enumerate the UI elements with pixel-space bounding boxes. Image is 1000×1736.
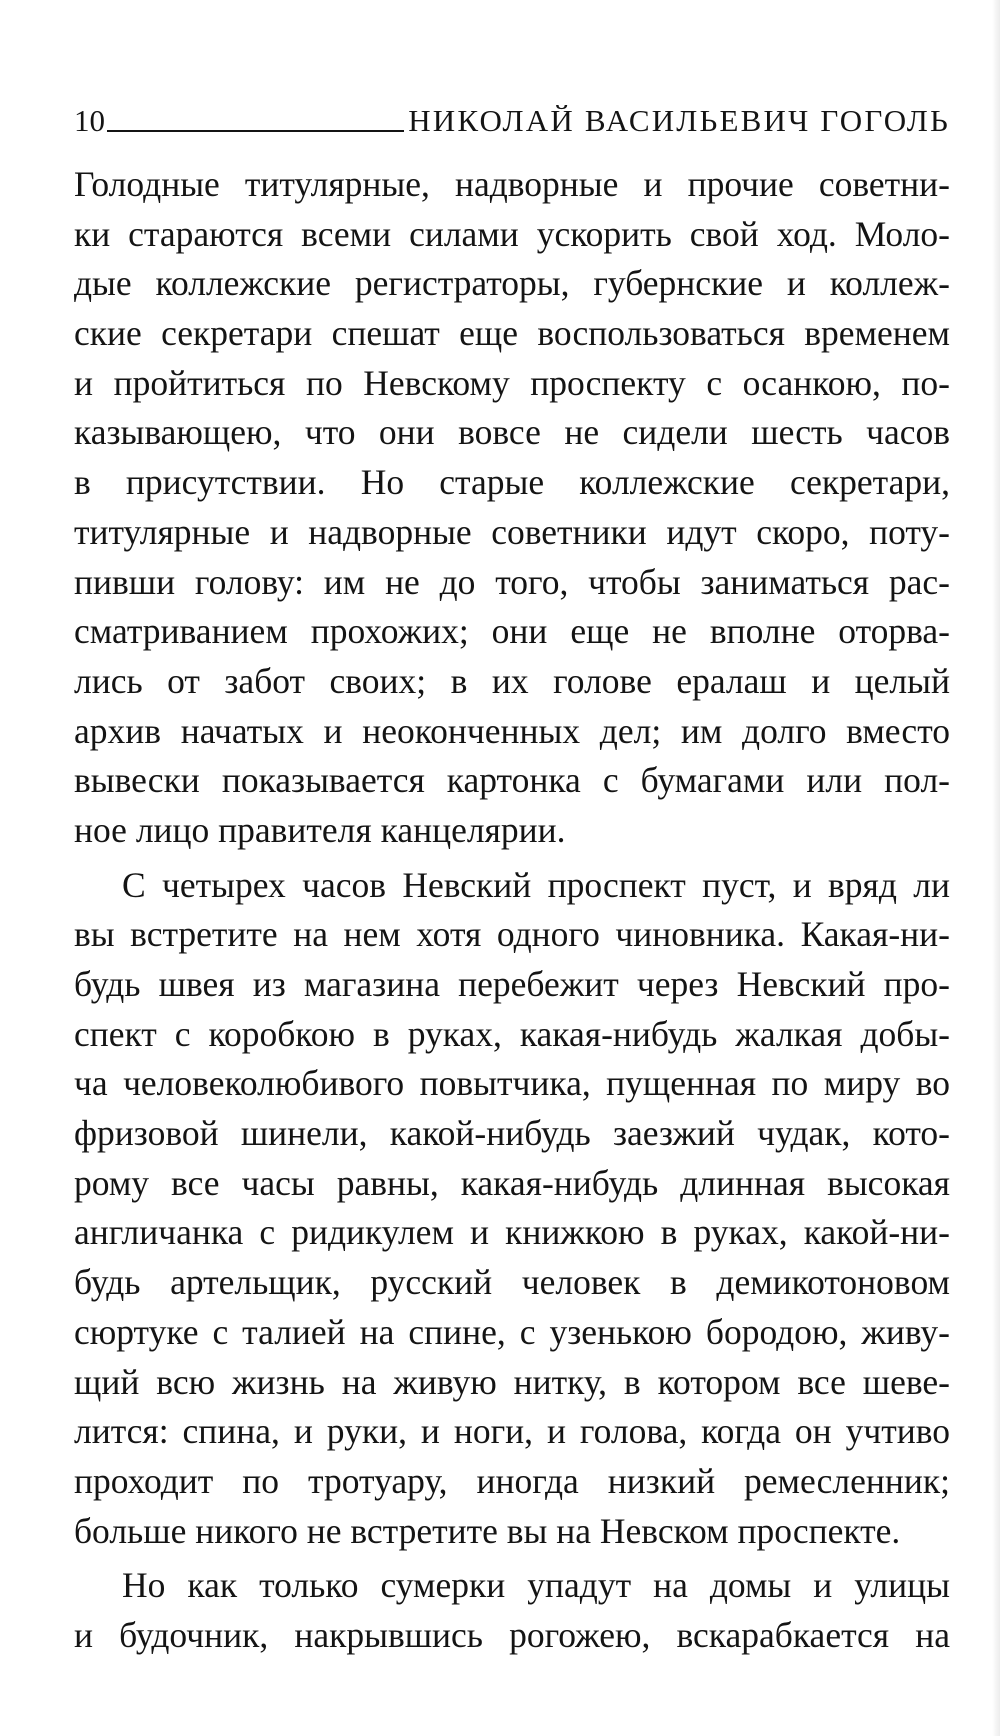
- text-line: пивши голову: им не до того, чтобы заниматься рас-: [74, 561, 950, 602]
- text-line: сматриванием прохожих; они еще не вполне оторва-: [74, 611, 950, 652]
- text-line: казывающею, что они вовсе не сидели шесть часов: [74, 412, 950, 453]
- text-line: спект с коробкою в руках, какая-нибудь жалкая добы-: [74, 1013, 950, 1054]
- text-line: будь артельщик, русский человек в демикотоновом: [74, 1262, 950, 1303]
- text-line: титулярные и надворные советники идут скоро, поту-: [74, 511, 950, 552]
- header-author: НИКОЛАЙ ВАСИЛЬЕВИЧ ГОГОЛЬ: [408, 103, 950, 138]
- text-line: архив начатых и неоконченных дел; им долго вместо: [74, 710, 950, 751]
- text-line: вывески показывается картонка с бумагами или пол-: [74, 760, 950, 801]
- body-text: [74, 160, 950, 1661]
- text-line: проходит по тротуару, иногда низкий ремесленник;: [74, 1460, 950, 1501]
- text-line: ное лицо правителя канцелярии.: [74, 809, 566, 850]
- text-line: больше никого не встретите вы на Невском проспекте.: [74, 1510, 901, 1551]
- text-line: сюртуке с талией на спине, с узенькою бородою, живу-: [74, 1311, 950, 1352]
- page-edge-shadow: [992, 0, 1000, 1736]
- text-line: и пройтиться по Невскому проспекту с осанкою, по-: [74, 362, 950, 403]
- text-line: в присутствии. Но старые коллежские секретари,: [74, 462, 950, 503]
- text-line: лись от забот своих; в их голове ералаш и целый: [74, 660, 950, 701]
- text-line: лится: спина, и руки, и ноги, и голова, когда он учтиво: [74, 1411, 950, 1452]
- text-line: ские секретари спешат еще воспользоваться временем: [74, 313, 950, 354]
- text-line: С четырех часов Невский проспект пуст, и вряд ли: [122, 864, 950, 905]
- text-line: англичанка с ридикулем и книжкою в руках, какой-ни-: [74, 1212, 950, 1253]
- text-line: ча человеколюбивого повытчика, пущенная по миру во: [74, 1063, 950, 1104]
- text-line: ки стараются всеми силами ускорить свой ход. Моло-: [74, 213, 950, 254]
- text-line: фризовой шинели, какой-нибудь заезжий чудак, кото-: [74, 1113, 950, 1154]
- text-line: будь швея из магазина перебежит через Невский про-: [74, 964, 950, 1004]
- text-line: Голодные титулярные, надворные и прочие советни-: [74, 164, 950, 204]
- text-line: рому все часы равны, какая-нибудь длинная высокая: [74, 1162, 950, 1203]
- text-line: вы встретите на нем хотя одного чиновника. Какая-ни-: [74, 914, 950, 955]
- page-number: 10: [74, 103, 105, 138]
- text-line: Но как только сумерки упадут на домы и улицы: [122, 1565, 950, 1606]
- running-header: [74, 96, 950, 136]
- text-line: щий всю жизнь на живую нитку, в котором все шеве-: [74, 1361, 950, 1402]
- header-rule: [107, 130, 404, 132]
- text-line: и будочник, накрывшись рогожею, вскарабкается на: [74, 1614, 950, 1655]
- text-line: дые коллежские регистраторы, губернские и коллеж-: [74, 263, 950, 304]
